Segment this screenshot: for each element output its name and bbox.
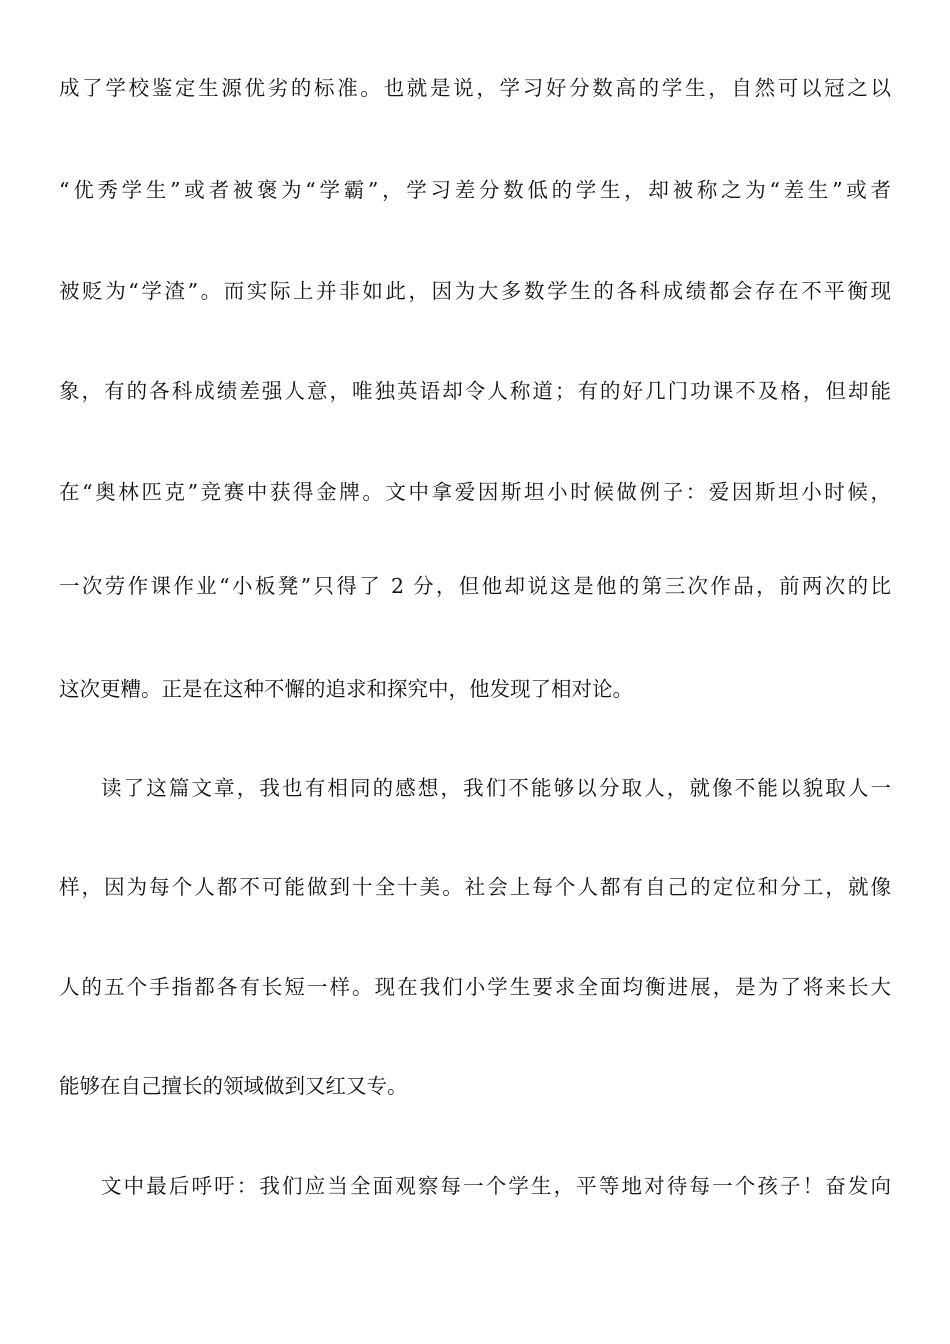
- text-line: 成了学校鉴定生源优劣的标准。也就是说，学习好分数高的学生，自然可以冠之以: [59, 76, 891, 100]
- text-line: 人的五个手指都各有长短一样。现在我们小学生要求全面均衡进展，是为了将来长大: [59, 975, 891, 999]
- text-line: 象，有的各科成绩差强人意，唯独英语却令人称道；有的好几门功课不及格，但却能: [59, 379, 891, 403]
- paragraph-first-line: 读了这篇文章，我也有相同的感想，我们不能够以分取人，就像不能以貌取人一: [101, 776, 891, 800]
- text-line: 样，因为每个人都不可能做到十全十美。社会上每个人都有自己的定位和分工，就像: [59, 875, 891, 899]
- text-line: 一次劳作课作业“小板凳”只得了 2 分，但他却说这是他的第三次作品，前两次的比: [59, 574, 891, 598]
- text-line: 这次更糟。正是在这种不懈的追求和探究中，他发现了相对论。: [59, 677, 633, 701]
- paragraph-first-line: 文中最后呼吁：我们应当全面观察每一个学生，平等地对待每一个孩子！奋发向: [101, 1174, 891, 1198]
- text-line: 被贬为“学渣”。而实际上并非如此，因为大多数学生的各科成绩都会存在不平衡现: [59, 279, 891, 303]
- text-line: 能够在自己擅长的领域做到又红又专。: [59, 1074, 408, 1098]
- text-line: 在“奥林匹克”竞赛中获得金牌。文中拿爱因斯坦小时候做例子：爱因斯坦小时候，: [59, 480, 891, 504]
- text-line: “优秀学生”或者被褒为“学霸”，学习差分数低的学生，却被称之为“差生”或者: [59, 178, 891, 202]
